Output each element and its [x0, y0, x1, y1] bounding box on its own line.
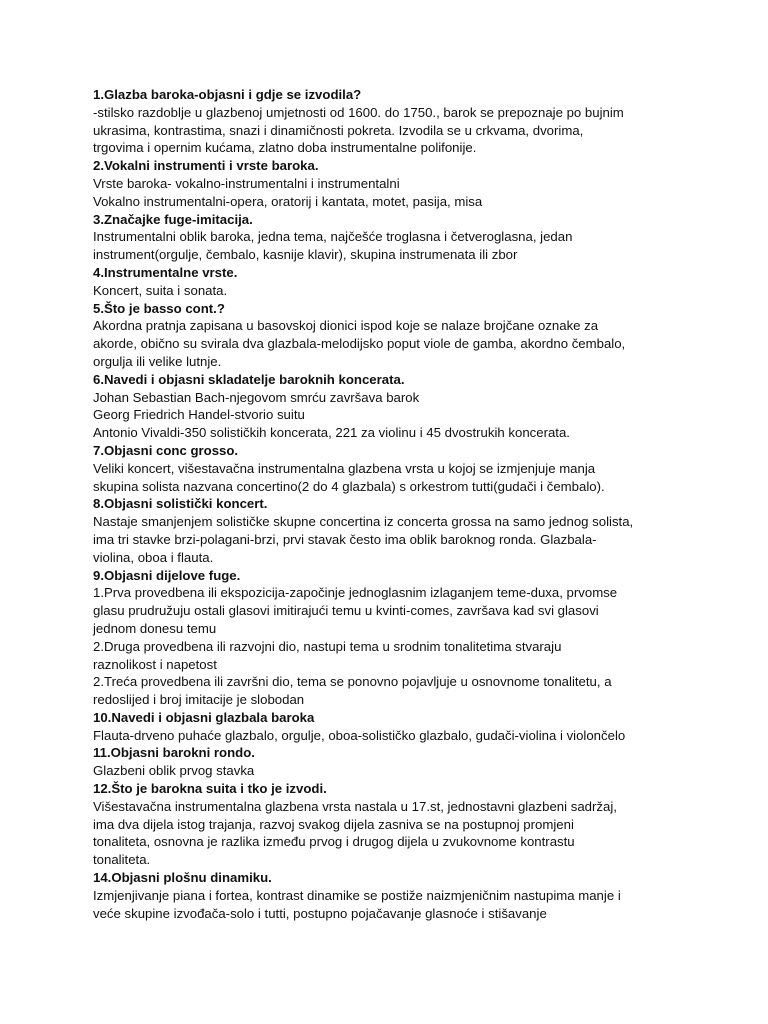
answer-line: jednom donesu temu	[93, 620, 217, 636]
answer-line: orgulja ili velike lutnje.	[93, 353, 222, 369]
qa-section	[93, 709, 733, 745]
question-heading: 7.Objasni conc grosso.	[93, 442, 239, 458]
question-heading: 12.Što je barokna suita i tko je izvodi.	[93, 781, 327, 797]
answer-line: Glazbeni oblik prvog stavka	[93, 763, 255, 779]
answer-line: Akordna pratnja zapisana u basovskoj dionici ispod koje se nalaze brojčane oznake za	[93, 318, 599, 334]
answer-line: -stilsko razdoblje u glazbenoj umjetnosti od 1600. do 1750., barok se prepoznaje po bujnim	[93, 104, 624, 120]
answer-line: ukrasima, kontrastima, snazi i dinamičnosti pokreta. Izvodila se u crkvama, dvorima,	[93, 122, 584, 138]
answer-line: 2.Druga provedbena ili razvojni dio, nastupi tema u srodnim tonalitetima stvaraju	[93, 638, 562, 654]
answer-line: Izmjenjivanje piana i fortea, kontrast dinamike se postiže naizmjeničnim nastupima manje i	[93, 887, 621, 903]
answer-line: Instrumentalni oblik baroka, jedna tema, najčešće troglasna i četveroglasna, jedan	[93, 229, 573, 245]
answer-line: ima tri stavke brzi-polagani-brzi, prvi stavak često ima oblik baroknog ronda. Glazbala-	[93, 531, 597, 547]
qa-section	[93, 869, 733, 922]
qa-section	[93, 86, 733, 157]
answer-line: skupina solista nazvana concertino(2 do 4 glazbala) s orkestrom tutti(gudači i čembalo).	[93, 478, 605, 494]
qa-section	[93, 300, 733, 371]
answer-line: raznolikost i napetost	[93, 656, 217, 672]
answer-line: Nastaje smanjenjem solističke skupne concertina iz concerta grossa na samo jednog solista,	[93, 514, 634, 530]
question-heading: 11.Objasni barokni rondo.	[93, 745, 255, 761]
qa-section	[93, 780, 733, 869]
answer-line: Veliki koncert, višestavačna instrumentalna glazbena vrsta u kojoj se izmjenjuje manja	[93, 460, 596, 476]
qa-section	[93, 211, 733, 264]
answer-line: Johan Sebastian Bach-njegovom smrću završava barok	[93, 389, 420, 405]
question-heading: 5.Što je basso cont.?	[93, 300, 225, 316]
question-heading: 3.Značajke fuge-imitacija.	[93, 211, 253, 227]
question-heading: 8.Objasni solistički koncert.	[93, 496, 268, 512]
document-page	[93, 86, 733, 922]
answer-line: Višestavačna instrumentalna glazbena vrsta nastala u 17.st, jednostavni glazbeni sadržaj,	[93, 798, 617, 814]
answer-line: violina, oboa i flauta.	[93, 549, 214, 565]
question-heading: 14.Objasni plošnu dinamiku.	[93, 870, 272, 886]
question-heading: 4.Instrumentalne vrste.	[93, 264, 238, 280]
answer-line: tonaliteta, osnovna je razlika između prvog i drugog dijela u zvukovnome kontrastu	[93, 834, 575, 850]
answer-line: tonaliteta.	[93, 852, 151, 868]
question-heading: 1.Glazba baroka-objasni i gdje se izvodila?	[93, 87, 362, 102]
answer-line: redoslijed i broj imitacije je slobodan	[93, 692, 305, 708]
question-heading: 10.Navedi i objasni glazbala baroka	[93, 709, 315, 725]
answer-line: 1.Prva provedbena ili ekspozicija-započinje jednoglasnim izlaganjem teme-duxa, prvomse	[93, 585, 618, 601]
answer-line: akorde, obično su svirala dva glazbala-melodijsko poput viole de gamba, akordno čembalo,	[93, 336, 626, 352]
question-heading: 2.Vokalni instrumenti i vrste baroka.	[93, 158, 319, 174]
answer-line: instrument(orgulje, čembalo, kasnije klavir), skupina instrumenata ili zbor	[93, 247, 518, 263]
answer-line: glasu prudružuju ostali glasovi imitirajući temu u kvinti-comes, završava kad svi glasovi	[93, 603, 599, 619]
qa-section	[93, 371, 733, 442]
qa-section	[93, 567, 733, 709]
qa-section	[93, 264, 733, 300]
qa-section	[93, 495, 733, 566]
question-heading: 9.Objasni dijelove fuge.	[93, 567, 241, 583]
answer-line: Flauta-drveno puhaće glazbalo, orgulje, oboa-solističko glazbalo, gudači-violina i violončelo	[93, 727, 626, 743]
answer-line: trgovima i opernim kućama, zlatno doba instrumentalne polifonije.	[93, 140, 477, 156]
answer-line: Vokalno instrumentalni-opera, oratorij i kantata, motet, pasija, misa	[93, 193, 483, 209]
qa-section	[93, 744, 733, 780]
answer-line: Vrste baroka- vokalno-instrumentalni i instrumentalni	[93, 175, 400, 191]
answer-line: 2.Treća provedbena ili završni dio, tema se ponovno pojavljuje u osnovnome tonalitetu, a	[93, 674, 612, 690]
answer-line: ima dva dijela istog trajanja, razvoj svakog dijela zasniva se na postupnoj promjeni	[93, 816, 574, 832]
answer-line: Koncert, suita i sonata.	[93, 282, 228, 298]
question-heading: 6.Navedi i objasni skladatelje baroknih koncerata.	[93, 371, 405, 387]
answer-line: Georg Friedrich Handel-stvorio suitu	[93, 407, 305, 423]
qa-section	[93, 157, 733, 210]
answer-line: veće skupine izvođača-solo i tutti, postupno pojačavanje glasnoće i stišavanje	[93, 905, 547, 921]
answer-line: Antonio Vivaldi-350 solističkih koncerata, 221 za violinu i 45 dvostrukih koncerata.	[93, 425, 570, 441]
qa-section	[93, 442, 733, 495]
